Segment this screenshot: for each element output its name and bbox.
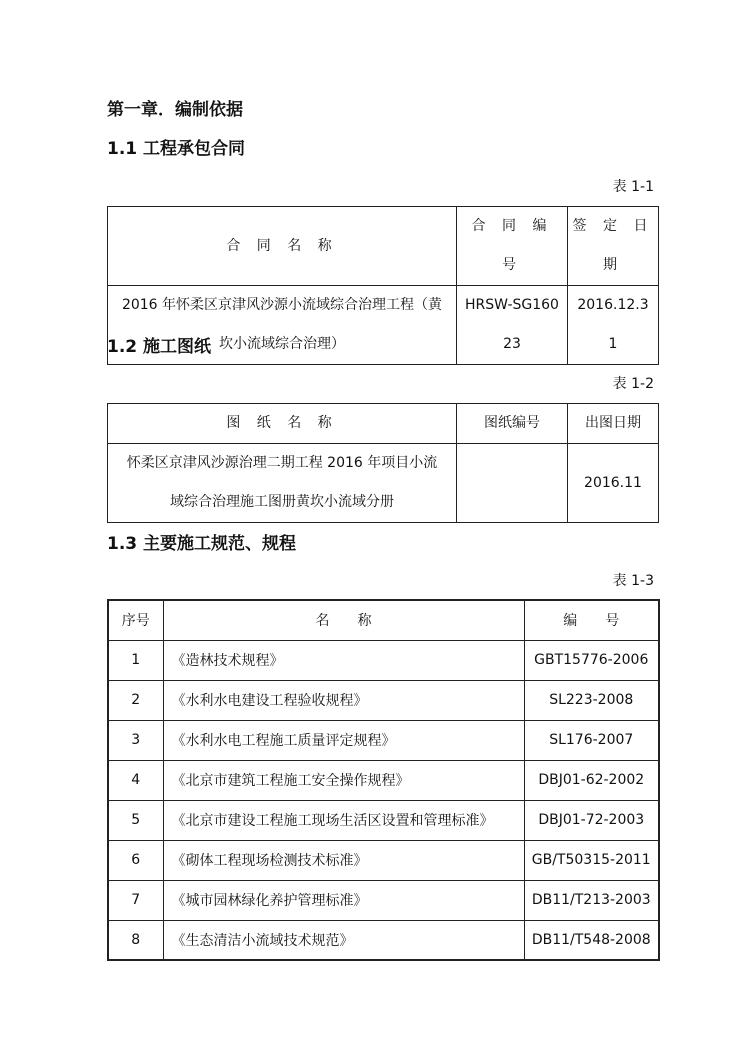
header-drawing-code: 图纸编号 (457, 404, 568, 444)
standard-code: GBT15776-2006 (524, 640, 659, 680)
contract-code-line-2: 23 (503, 336, 521, 352)
standard-name: 《生态清洁小流域技术规范》 (163, 920, 524, 960)
table-header-row (108, 404, 659, 444)
standard-code: DB11/T213-2003 (524, 880, 659, 920)
sign-date-cell (568, 286, 659, 365)
row-index: 8 (108, 920, 163, 960)
drawings-table (107, 403, 659, 523)
header-standard-name: 名 称 (163, 600, 524, 640)
table-header-row (108, 600, 659, 640)
standard-name: 《城市园林绿化养护管理标准》 (163, 880, 524, 920)
standard-code: DB11/T548-2008 (524, 920, 659, 960)
sign-date-line-1: 2016.12.3 (577, 297, 649, 313)
header-index: 序号 (108, 600, 163, 640)
standard-code: SL223-2008 (524, 680, 659, 720)
row-index: 3 (108, 720, 163, 760)
table-row (108, 800, 659, 840)
header-contract-code: 合 同 编 号 (457, 207, 568, 286)
table-1-2-caption: 表 1-2 (612, 376, 654, 392)
contract-code-line-1: HRSW-SG160 (465, 297, 559, 313)
standard-name: 《砌体工程现场检测技术标准》 (163, 840, 524, 880)
standards-table (107, 599, 660, 961)
standard-name: 《造林技术规程》 (163, 640, 524, 680)
chapter-title: 第一章．编制依据 (107, 100, 243, 120)
table-row (108, 920, 659, 960)
contract-name-line-1: 2016 年怀柔区京津风沙源小流域综合治理工程（黄 (121, 297, 443, 313)
header-standard-code: 编 号 (524, 600, 659, 640)
standard-code: DBJ01-72-2003 (524, 800, 659, 840)
table-row (108, 840, 659, 880)
section-1-1-heading: 1.1 工程承包合同 (107, 139, 246, 159)
section-1-2-heading: 1.2 施工图纸 (107, 337, 212, 357)
table-1-1-caption: 表 1-1 (612, 179, 654, 195)
contract-name-line-2: 坎小流域综合治理） (219, 336, 345, 352)
row-index: 1 (108, 640, 163, 680)
row-index: 2 (108, 680, 163, 720)
drawing-name-cell (108, 444, 457, 523)
drawing-date-cell: 2016.11 (568, 444, 659, 523)
standard-name: 《水利水电建设工程验收规程》 (163, 680, 524, 720)
table-row (108, 720, 659, 760)
table-row (108, 880, 659, 920)
header-sign-date: 签 定 日 期 (568, 207, 659, 286)
row-index: 4 (108, 760, 163, 800)
contract-code-cell (457, 286, 568, 365)
header-drawing-date: 出图日期 (568, 404, 659, 444)
section-1-3-heading: 1.3 主要施工规范、规程 (107, 534, 297, 554)
header-drawing-name: 图 纸 名 称 (108, 404, 457, 444)
standard-code: GB/T50315-2011 (524, 840, 659, 880)
row-index: 5 (108, 800, 163, 840)
drawing-name-line-1: 怀柔区京津风沙源治理二期工程 2016 年项目小流 (126, 455, 438, 471)
standard-code: DBJ01-62-2002 (524, 760, 659, 800)
drawing-code-cell (457, 444, 568, 523)
table-1-3-caption: 表 1-3 (612, 573, 654, 589)
standard-name: 《水利水电工程施工质量评定规程》 (163, 720, 524, 760)
standard-name: 《北京市建设工程施工现场生活区设置和管理标准》 (163, 800, 524, 840)
table-row (108, 444, 659, 523)
drawing-name-line-2: 域综合治理施工图册黄坎小流域分册 (170, 494, 394, 510)
standard-name: 《北京市建筑工程施工安全操作规程》 (163, 760, 524, 800)
standard-code: SL176-2007 (524, 720, 659, 760)
table-row (108, 760, 659, 800)
header-contract-name: 合 同 名 称 (108, 207, 457, 286)
table-header-row (108, 207, 659, 286)
row-index: 7 (108, 880, 163, 920)
table-row (108, 680, 659, 720)
sign-date-line-2: 1 (608, 336, 618, 352)
row-index: 6 (108, 840, 163, 880)
table-row (108, 640, 659, 680)
